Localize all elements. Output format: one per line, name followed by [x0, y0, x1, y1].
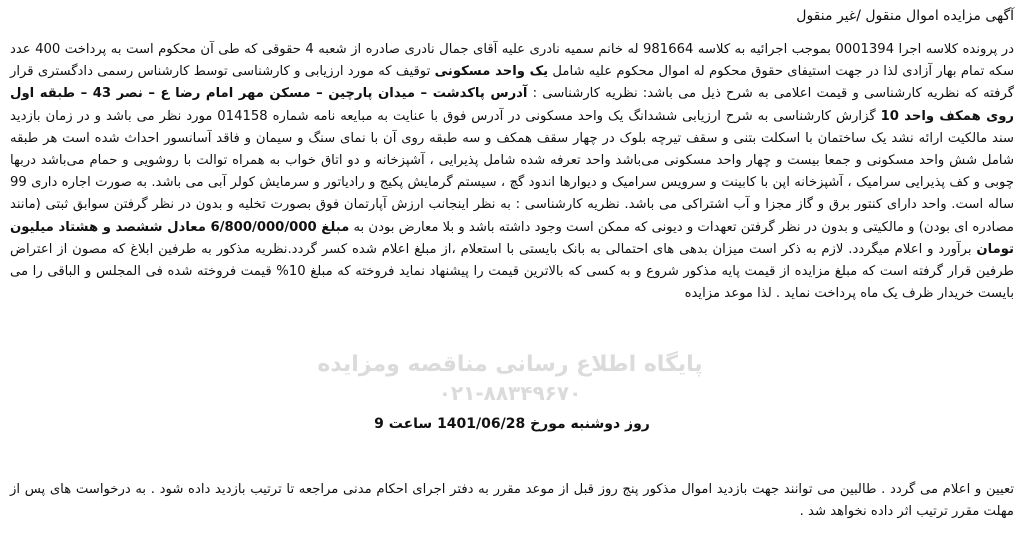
property-address: آدرس پاکدشت – میدان پارچین – مسکن مهر امام رضا ع – نصر 43 – طبقه اول روی همکف واحد 10: [10, 86, 1014, 124]
notice-footer: تعیین و اعلام می گردد . طالبین می توانند جهت بازدید اموال مذکور پنج روز قبل از موعد مقرر به دفتر اجرای احکام مدنی مراجعه تا ترتیب بازدید داده شود . به درخواست های پس از مهلت مقرر ترتیب اثر داده نخواهد شد .: [10, 482, 1014, 520]
notice-title: آگهی مزایده اموال منقول /غیر منقول: [796, 8, 1014, 24]
watermark-phone: ۰۲۱-۸۸۳۴۹۶۷۰: [438, 381, 582, 405]
notice-body: [10, 39, 1014, 305]
body-part-2: توقیف که مورد ارزیابی و کارشناسی توسط کارشناس رسمی دادگستری قرار گرفته که نظریه کارشناسی و قیمت اعلامی به شرح ذیل می باشد: نظریه کارشناسی :: [10, 64, 1015, 102]
watermark-site-name: پایگاه اطلاع رسانی مناقصه ومزایده: [317, 352, 703, 377]
property-type: یک واحد مسکونی: [434, 64, 549, 80]
body-part-1: در پرونده کلاسه اجرا 0001394 بموجب اجرائیه به کلاسه 981664 له خانم سمیه نادری علیه آقای جمال نادری صادره از شعبه 4 حقوقی که طی آن محکوم است به پرداخت 400 عدد سکه تمام بهار آزادی لذا در جهت استیفای حقوق محکوم له اموال محکوم علیه شامل: [10, 42, 1015, 80]
auction-date: روز دوشنبه مورخ 1401/06/28 ساعت 9: [374, 416, 650, 432]
appraised-value: مبلغ 6/800/000/000 معادل ششصد و هشتاد میلیون تومان: [10, 219, 1014, 257]
watermark: [300, 352, 720, 405]
body-part-4: برآورد و اعلام میگردد. لازم به ذکر است میزان بدهی های احتمالی به بانک بایستی با استعلام ،از مبلغ اعلام شده کسر گردد.نظریه مذکور به طرفین ابلاغ که مصون از اعتراض طرفین قرار گرفته است که مبلغ مزایده از قیمت پایه مذکور شروع و به کسی که بالاترین قیمت را پیشنهاد نماید فروخته که مبلغ 10% قیمت فروخته شده فی المجلس و الباقی را می بایست خریدار ظرف یک ماه پرداخت نماید . لذا موعد مزایده: [10, 241, 1015, 302]
body-part-3: گزارش کارشناسی به شرح ارزیابی ششدانگ یک واحد مسکونی در آدرس فوق با عنایت به مبایعه نامه شماره 014158 مورد نظر می باشد و در زمان بازدید سند مالکیت ارائه نشد یک ساختمان با اسکلت بتنی و سقف تیرچه بلوک در چهار سقف همکف و سه طبقه روی آن با نمای سنگ و سیمان و فاقد آسانسور احداث شده است هر طبقه شامل شش واحد مسکونی و جمعا بیست و چهار واحد مسکونی می‌باشد واحد تعرفه شده شامل پذیرایی ، آشپزخانه و دو اتاق خواب به همراه توالت با روشویی و حمام می‌باشد دربها چوبی و کف پذیرایی سرامیک ، آشپزخانه اپن با کابینت و سرویس سرامیک و دیوارها اندود گچ ، سیستم گرمایش پکیج و رادیاتور و سرمایش کولر آبی می باشد. به صورت اجاره داری 99 ساله است. واحد دارای کنتور برق و گاز مجزا و آب اشتراکی می باشد. نظریه کارشناسی : به نظر اینجانب ارزش آپارتمان فوق بصورت تخلیه و بدون در نظر گرفتن سوابق ثبتی (مانند مصادره ای بودن) و مالکیتی و بدون در نظر گرفتن تعهدات و دیونی که ممکن است وجود داشته باشد و بلا معارض بودن به: [10, 108, 1014, 235]
